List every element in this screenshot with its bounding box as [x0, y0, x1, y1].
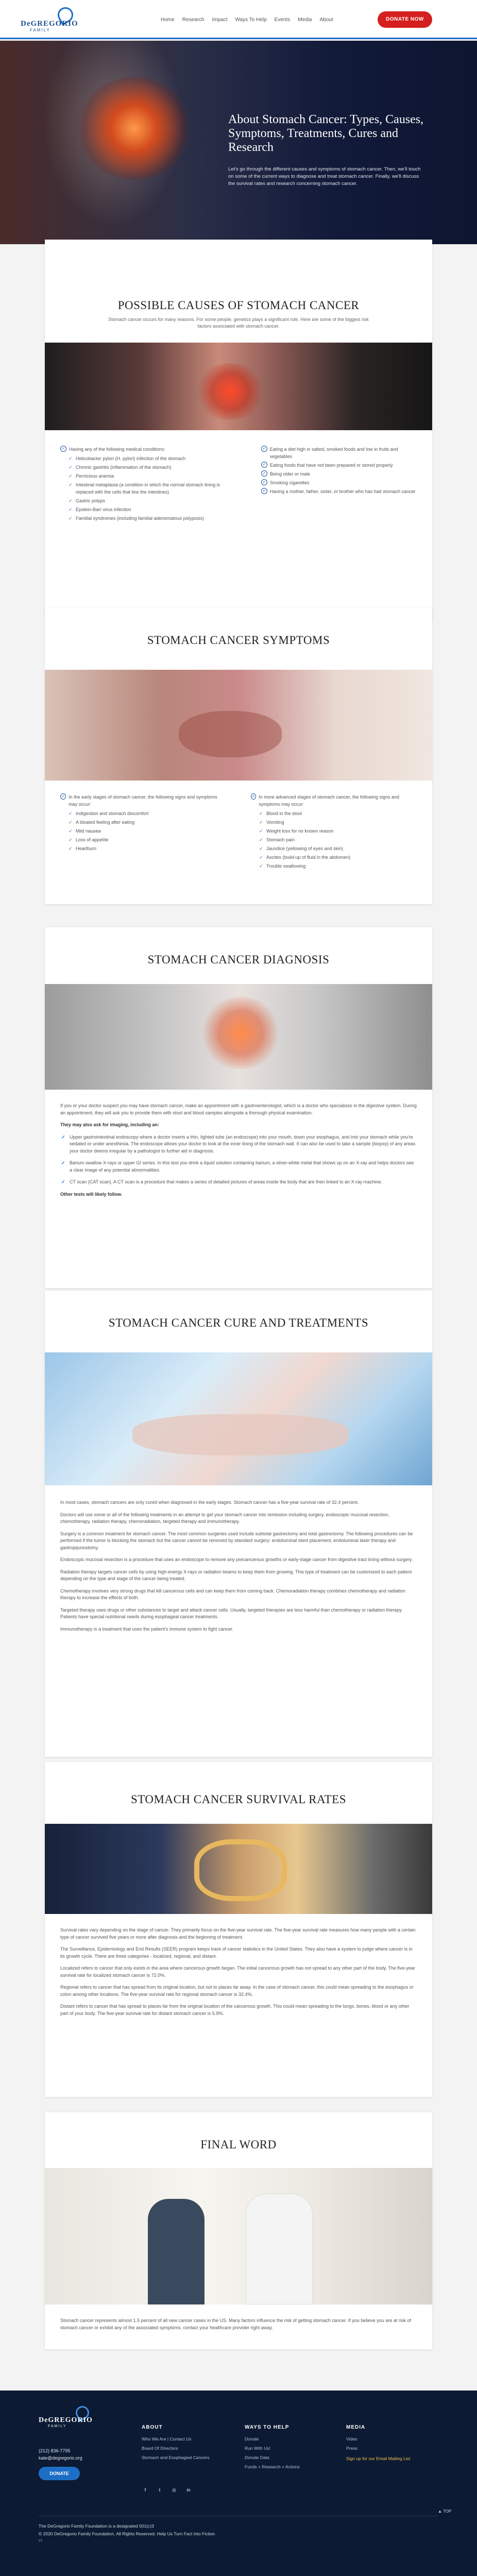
logo-line1: DeGREGORIO	[21, 20, 78, 28]
linkedin-icon[interactable]: in	[186, 2487, 191, 2493]
final-image-patient	[148, 2199, 205, 2304]
list-item: ✓ A bloated feeling after eating	[69, 819, 225, 826]
footer-about-col	[142, 2425, 209, 2464]
cure-title: STOMACH CANCER CURE AND TREATMENTS	[108, 1316, 369, 1329]
causes-title: POSSIBLE CAUSES OF STOMACH CANCER	[117, 299, 360, 312]
info-circle-icon: ✓	[261, 479, 267, 485]
info-circle-icon: ✓	[60, 446, 66, 452]
cure-text	[60, 1499, 417, 1638]
footer-logo[interactable]	[39, 2406, 95, 2429]
list-item: ✓ Vomiting	[259, 819, 416, 826]
footer-about-title: ABOUT	[142, 2425, 163, 2430]
diagnosis-title: STOMACH CANCER DIAGNOSIS	[147, 953, 330, 966]
diagnosis-check-item: ✓ Barium swallow X-rays or upper GI series. In this test you drink a liquid solution containing barium, a silver-white metal that shows up on an X-ray and helps doctors see a clear image of any potential abnormalities.	[60, 1160, 417, 1174]
logo-line2: FAMILY	[30, 28, 50, 32]
final-section	[45, 2112, 432, 2349]
causes-image	[45, 343, 432, 430]
cure-image	[45, 1352, 432, 1485]
symptoms-image	[45, 670, 432, 781]
cure-para: Surgery is a common treatment for stomach cancer. The most common surgeries used include subtotal gastrectomy and total gastrectomy. The following procedures can be performed if the tumor is blocking the stomach but the cancer cannot be removed by standard surgery: endoluminal stent placement, endoluminal laser therapy and gastrojejunostomy.	[60, 1531, 413, 1550]
nav-research[interactable]: Research	[182, 17, 205, 23]
list-item: ✓ Gastric polyps	[69, 497, 230, 504]
symptoms-image-hands	[179, 711, 282, 757]
symptoms-early-list	[60, 793, 225, 854]
list-item: ✓ Familial syndromes (including familial adenomatous polyposis)	[69, 515, 230, 522]
info-circle-icon: ✓	[261, 488, 267, 494]
survival-para: Survival rates vary depending on the stage of cancer. They primarily focus on the five-year survival rate. The five-year survival rate measures how many people with a certain type of cancer survived five years or more after diagnosis and the beginning of treatment.	[60, 1927, 416, 1940]
list-item: ✓ Intestinal metaplasia (a condition in which the normal stomach lining is replaced with the cells that line the intestines)	[69, 481, 230, 496]
causes-image-glow	[194, 363, 266, 420]
diagnosis-check-item: ✓ Upper gastrointestinal endoscopy where a doctor inserts a thin, lighted tube (an endoscope) into your mouth, down your esophagus, and into your stomach while you're sedated or under anesthesia. The endoscope allows your doctor to look at the inner lining of the stomach wall. It can also be used to take a sample (biopsy) of any areas your doctor deems irregular by a pathologist to further aid in diagnosis.	[60, 1134, 417, 1155]
info-circle-icon: ✓	[251, 794, 255, 799]
survival-image-intestine	[194, 1839, 287, 1901]
site-logo[interactable]	[21, 7, 77, 32]
footer-link[interactable]: Stomach and Esophageal Cancers	[142, 2455, 210, 2460]
diagnosis-text	[60, 1103, 417, 1203]
survival-image	[45, 1824, 432, 1914]
footer-legal-2: © 2020 DeGregorio Family Foundation. All Rights Reserved. Help Us Turn Fact Into Fiction	[39, 2531, 215, 2536]
footer-email[interactable]: kate@degregorio.org	[39, 2455, 82, 2461]
list-item: Having a mother, father, sister, or brother who has had stomach cancer	[270, 489, 416, 494]
footer-link[interactable]: Press	[346, 2446, 357, 2451]
diagnosis-section	[45, 927, 432, 1288]
nav-events[interactable]: Events	[274, 17, 291, 23]
survival-section	[45, 1762, 432, 2097]
cure-para: Chemotherapy involves very strong drugs that kill cancerous cells and can keep them from coming back. Chemoradiation therapy combines chemotherapy and radiation therapy to increase the effects of both.	[60, 1588, 405, 1600]
list-item: ✓ Jaundice (yellowing of eyes and skin)	[259, 845, 416, 852]
twitter-icon[interactable]: t	[159, 2487, 161, 2493]
hero-text: Let's go through the different causes and symptoms of stomach cancer. Then, we'll touch on some of the current ways to diagnose and treat stomach cancer. Finally, we'll discuss the survival rates and research concerning stomach cancer.	[228, 166, 421, 187]
footer-link[interactable]: Who We Are | Contact Us	[142, 2436, 192, 2442]
list-item: ✓ Heartburn	[69, 845, 225, 852]
diagnosis-check-item: ✓ CT scan (CAT scan). A CT scan is a procedure that makes a series of detailed pictures of areas inside the body that are then linked to an X-ray machine.	[60, 1179, 417, 1186]
footer-legal-3: v1	[39, 2539, 43, 2543]
footer-link[interactable]: Video	[346, 2436, 357, 2442]
footer-link[interactable]: Donate Data	[245, 2455, 269, 2460]
footer-media-col	[346, 2425, 410, 2465]
hero-banner	[0, 41, 477, 244]
back-to-top-button[interactable]: ▲ TOP	[438, 2509, 452, 2514]
footer-social	[142, 2486, 192, 2494]
diagnosis-para: They may also ask for imaging, including an:	[60, 1122, 160, 1127]
footer-logo-line1: DeGREGORIO	[39, 2416, 93, 2424]
list-item: ✓ Ascites (build-up of fluid in the abdomen)	[259, 854, 416, 861]
final-title: FINAL WORD	[200, 2138, 277, 2151]
diagnosis-para: If you or your doctor suspect you may have stomach cancer, make an appointment with a gastroenterologist, which is a doctor who specializes in the digestive system. During an appointment, they will ask you to provide them with stool and blood samples alongside a thorough physical examination.	[60, 1103, 417, 1115]
hero-stomach-glow	[77, 77, 191, 180]
cure-section	[45, 1291, 432, 1757]
site-footer	[0, 2391, 477, 2576]
causes-right-list	[261, 446, 416, 495]
footer-ways-title: WAYS TO HELP	[245, 2425, 289, 2430]
footer-donate-button[interactable]: DONATE	[39, 2467, 80, 2480]
instagram-icon[interactable]: ◎	[172, 2487, 176, 2493]
list-item: Eating foods that have not been prepared or stored properly	[270, 463, 393, 468]
footer-link[interactable]: Funds + Research = Actions	[245, 2464, 300, 2469]
symptoms-advanced-heading: In more advanced stages of stomach cancer, the following signs and symptoms may occur:	[259, 794, 400, 807]
survival-para: Distant refers to cancer that has spread to places far from the original location of the cancerous growth. This could mean spreading to the lungs, bones, blood or any other part of your body. The five-year survival rate for distant stomach cancer is 5.9%.	[60, 2004, 410, 2016]
list-item: Smoking cigarettes	[270, 480, 310, 485]
list-item: ✓ Loss of appetite	[69, 836, 225, 843]
list-item: ✓ Chronic gastritis (inflammation of the stomach)	[69, 464, 230, 471]
symptoms-section	[45, 608, 432, 904]
cure-para: Endoscopic mucosal resection is a procedure that uses an endoscope to remove any precancerous growths or early-stage cancer from digestive tract lining without surgery.	[60, 1557, 413, 1562]
survival-para: Regional refers to cancer that has spread from its original location, but not to places far away. In the case of stomach cancer, this could mean spreading to the esophagus or colon among other locations. The five-year survival rate for regional stomach cancer is 32.4%.	[60, 1985, 414, 1997]
footer-link[interactable]: Donate	[245, 2436, 259, 2442]
footer-signup-link[interactable]: Sign up for our Email Mailing List	[346, 2456, 411, 2461]
list-item: Being older or male	[270, 471, 311, 477]
footer-logo-line2: FAMILY	[48, 2425, 67, 2428]
cure-image-patient	[132, 1414, 349, 1455]
info-circle-icon: ✓	[261, 470, 267, 477]
final-image	[45, 2168, 432, 2304]
diagnosis-image-glow	[199, 997, 282, 1069]
cure-para: Radiation therapy targets cancer cells by using high-energy X-rays or radiation beams to keep them from growing. This type of treatment can be customized to each patient depending on the type and stage of the cancer being treated.	[60, 1569, 412, 1581]
info-circle-icon: ✓	[261, 462, 267, 468]
symptoms-early-heading: In the early stages of stomach cancer, the following signs and symptoms may occur:	[69, 794, 217, 807]
diagnosis-para: Other tests will likely follow.	[60, 1191, 123, 1197]
symptoms-title: STOMACH CANCER SYMPTOMS	[147, 634, 330, 647]
survival-para: Localized refers to cancer that only exists in the area where cancerous growth began. The initial cancerous growth has not spread to any other part of the body. The five-year survival rate for localized stomach cancer is 72.0%.	[60, 1965, 415, 1978]
facebook-icon[interactable]: f	[144, 2487, 146, 2493]
info-circle-icon: ✓	[261, 446, 267, 452]
causes-left-heading: Having any of the following medical conditions:	[69, 447, 165, 452]
list-item: ✓ Blood in the stool	[259, 810, 416, 817]
cure-para: Doctors will use some or all of the following treatments in an attempt to get your stomach cancer into remission including surgery, endoscopic mucosal resection, chemotherapy, radiation therapy, chemoradiation, targeted therapy and immunotherapy.	[60, 1512, 389, 1524]
final-text: Stomach cancer represents almost 1.5 percent of all new cancer cases in the US. Many factors influence the risk of getting stomach cancer. If you believe you are at risk of stomach cancer or exhibit any of the associated symptoms, contact your healthcare provider right away.	[60, 2318, 411, 2330]
site-header	[0, 0, 477, 39]
nav-home[interactable]: Home	[161, 17, 175, 23]
list-item: ✓ Stomach pain	[259, 836, 416, 843]
list-item: ✓ Helicobacter pylori (H. pylori) infection of the stomach	[69, 455, 230, 462]
list-item: Eating a diet high in salted, smoked foods and low in fruits and vegetables	[269, 447, 398, 459]
footer-ways-col	[245, 2425, 300, 2473]
final-image-doctor	[246, 2194, 313, 2304]
footer-link[interactable]: Run With Us!	[245, 2446, 271, 2451]
footer-legal-1: The DeGregorio Family Foundation is a designated 501(c)3	[39, 2523, 154, 2529]
footer-phone[interactable]: (212) 836-7795	[39, 2448, 71, 2453]
symptoms-advanced-list	[251, 793, 416, 871]
survival-text	[60, 1927, 417, 2022]
footer-media-title: MEDIA	[346, 2425, 366, 2430]
cure-para: Targeted therapy uses drugs or other substances to target and attack cancer cells. Usually, targeted therapies are less harmful than chemotherapy or radiation therapy. Patients have special nutritional needs during esophageal cancer treatments.	[60, 1607, 403, 1619]
survival-title: STOMACH CANCER SURVIVAL RATES	[131, 1793, 346, 1806]
cure-para: In most cases, stomach cancers are only cured when diagnosed in the early stages. Stomach cancer has a five-year survival rate of 32.4 percent.	[60, 1500, 359, 1505]
list-item: ✓ Pernicious anemia	[69, 472, 230, 480]
list-item: ✓ Epstein-Barr virus infection	[69, 506, 230, 513]
causes-section	[45, 240, 432, 618]
list-item: ✓ Mild nausea	[69, 827, 225, 835]
main-nav	[161, 17, 333, 23]
list-item: ✓ Indigestion and stomach discomfort	[69, 810, 225, 817]
list-item: ✓ Trouble swallowing	[259, 862, 416, 870]
survival-para: The Surveillance, Epidemiology and End Results (SEER) program keeps track of cancer statistics in the United States. They also have a system to judge where cancer is in its growth cycle. There are three categories - localized, regional, and distant.	[60, 1946, 413, 1959]
list-item: ✓ Weight loss for no known reason	[259, 827, 416, 835]
nav-impact[interactable]: Impact	[212, 17, 228, 23]
nav-about[interactable]: About	[319, 17, 333, 23]
causes-intro: Stomach cancer occurs for many reasons. For some people, genetics plays a significant role. Here are some of the biggest risk factors associated with stomach cancer.	[108, 317, 369, 329]
nav-ways-to-help[interactable]: Ways To Help	[235, 17, 267, 23]
nav-media[interactable]: Media	[298, 17, 312, 23]
diagnosis-image	[45, 984, 432, 1090]
cure-para: Immunotherapy is a treatment that uses the patient's immune system to fight cancer.	[60, 1626, 233, 1632]
donate-now-button[interactable]: DONATE NOW	[378, 11, 432, 28]
hero-title: About Stomach Cancer: Types, Causes, Symptoms, Treatments, Cures and Research	[228, 113, 424, 154]
causes-left-list	[60, 446, 230, 523]
footer-link[interactable]: Board Of Directors	[142, 2446, 178, 2451]
info-circle-icon: ✓	[60, 793, 66, 800]
